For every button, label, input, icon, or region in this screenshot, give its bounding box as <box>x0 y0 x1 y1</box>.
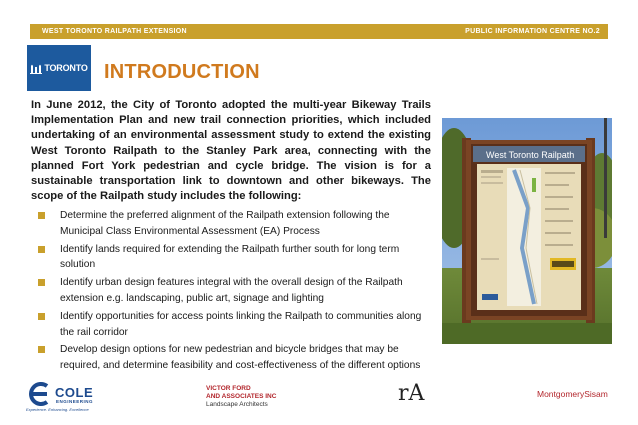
logo-text: TORONTO <box>44 63 88 73</box>
toronto-logo <box>27 45 91 91</box>
cole-name: COLE <box>55 385 94 400</box>
victor-ford-line3: Landscape Architects <box>206 401 268 408</box>
meeting-title: PUBLIC INFORMATION CENTRE NO.2 <box>465 28 600 35</box>
railpath-sign-photo <box>442 118 612 344</box>
footer-logos <box>0 378 638 425</box>
bullet-marker <box>38 313 45 320</box>
list-item-text: Determine the preferred alignment of the Railpath extension following the Municipal Class Environmental Assessment (EA) Process <box>60 210 390 237</box>
list-item-text: Develop design options for new pedestrian and bicycle bridges that may be required, and determine feasibility and cost-effectiveness of the different options <box>60 344 421 372</box>
list-item <box>38 242 433 274</box>
montgomery-sisam-logo: MontgomerySisam <box>537 389 608 399</box>
list-item <box>38 208 433 240</box>
list-item <box>38 275 433 307</box>
list-item-text: Identify urban design features integral with the overall design of the Railpath extension e.g. landscaping, public art, signage and lighting <box>60 277 403 304</box>
sign-title: West Toronto Railpath <box>486 150 575 160</box>
intro-paragraph: In June 2012, the City of Toronto adopted the multi-year Bikeway Trails Implementation Plan and new trail connection priorities, which included undertaking of an environmental assessment study to extend the existing West Toronto Railpath to the Stanley Park area, connecting with the planned Fort York pedestrian and cycle bridge. The vision is for a sustainable transportation link to downtown and other bikeways. The scope of the Railpath study includes the following: <box>31 99 431 203</box>
header-bar <box>30 24 608 39</box>
bullet-marker <box>38 246 45 253</box>
city-hall-icon <box>30 63 42 74</box>
bullet-marker <box>38 279 45 286</box>
list-item <box>38 309 433 341</box>
list-item-text: Identify opportunities for access points linking the Railpath to communities along the rail corridor <box>60 310 422 338</box>
cole-engineering-logo <box>25 380 115 416</box>
victor-ford-line1: VICTOR FORD <box>206 385 251 392</box>
photo-illustration <box>442 118 612 344</box>
list-item-text: Identify lands required for extending the Railpath further south for long term solution <box>60 243 400 271</box>
page-title: INTRODUCTION <box>104 61 260 83</box>
list-item <box>38 342 433 374</box>
bullet-marker <box>38 212 45 219</box>
cole-c-icon <box>25 381 53 407</box>
bullet-marker <box>38 346 45 353</box>
project-title: WEST TORONTO RAILPATH EXTENSION <box>42 28 187 35</box>
victor-ford-line2: AND ASSOCIATES INC <box>206 393 277 400</box>
scope-list <box>38 208 433 376</box>
victor-ford-logo <box>206 385 276 409</box>
cole-tagline: Experience. Enhancing. Excellence <box>26 407 89 412</box>
ra-logo: rA <box>398 381 425 406</box>
cole-sub: ENGINEERING <box>56 399 94 404</box>
